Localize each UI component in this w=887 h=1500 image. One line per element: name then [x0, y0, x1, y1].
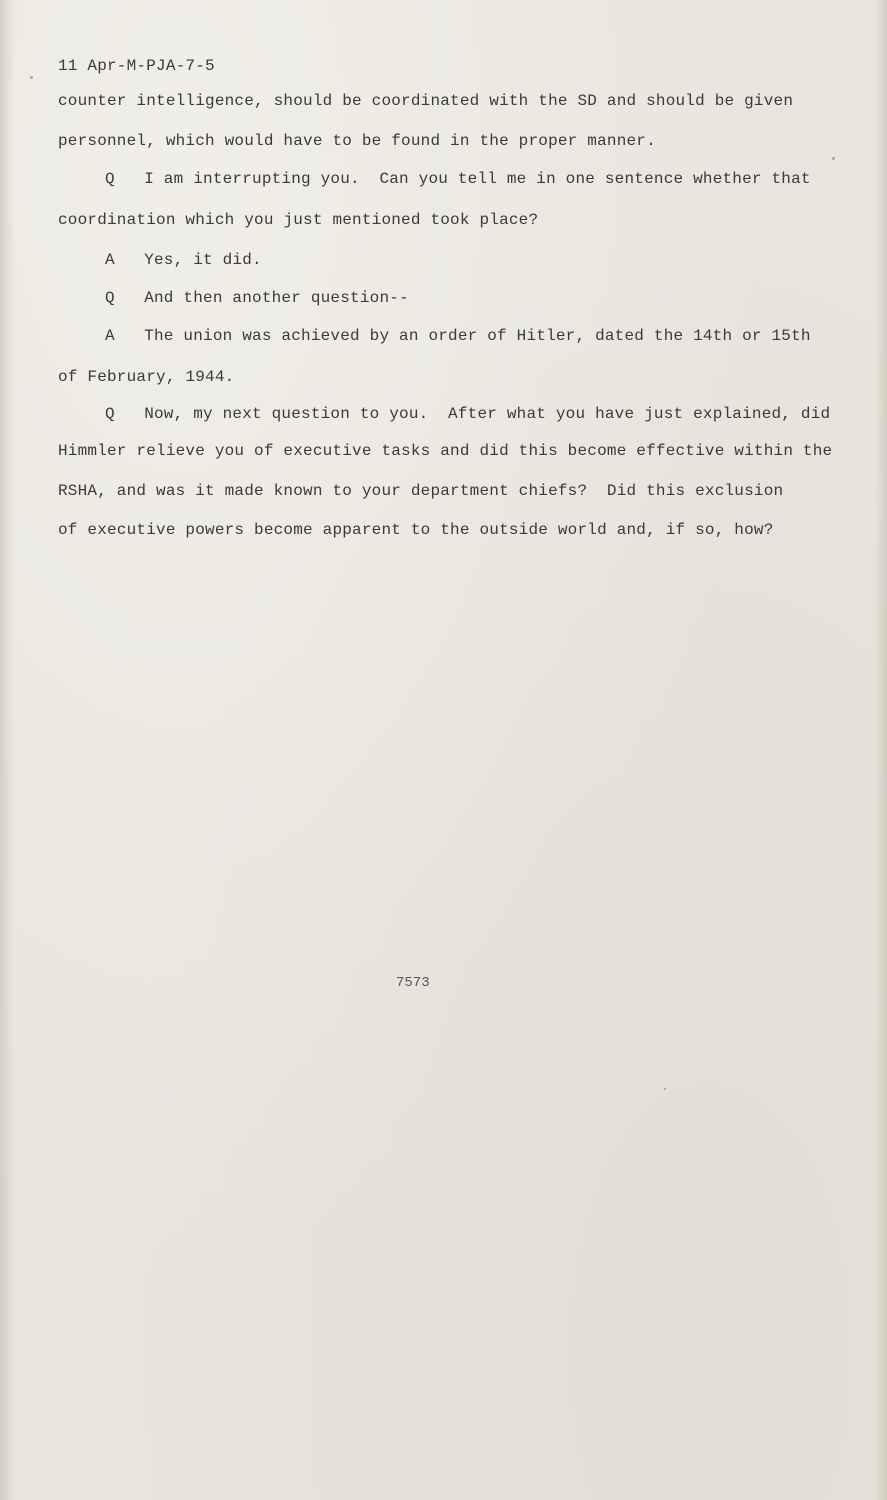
page-edge-right: [875, 0, 887, 1500]
text-line-9: Q Now, my next question to you. After what you have just explained, did: [105, 405, 831, 423]
paper-speck: [30, 76, 33, 79]
paper-speck: [664, 1088, 666, 1090]
page-number: 7573: [396, 975, 430, 991]
text-line-4: coordination which you just mentioned took place?: [58, 211, 539, 229]
text-line-10: Himmler relieve you of executive tasks and did this become effective within the: [58, 442, 833, 460]
document-header: 11 Apr-M-PJA-7-5: [58, 57, 215, 75]
text-line-8: of February, 1944.: [58, 368, 235, 386]
text-line-2: personnel, which would have to be found in the proper manner.: [58, 132, 656, 150]
text-line-12: of executive powers become apparent to the outside world and, if so, how?: [58, 521, 774, 539]
text-line-5: A Yes, it did.: [105, 251, 262, 269]
text-line-3: Q I am interrupting you. Can you tell me in one sentence whether that: [105, 170, 811, 188]
page-edge-left: [0, 0, 14, 1500]
text-line-7: A The union was achieved by an order of Hitler, dated the 14th or 15th: [105, 327, 811, 345]
text-line-11: RSHA, and was it made known to your department chiefs? Did this exclusion: [58, 482, 784, 500]
paper-speck: [832, 157, 835, 160]
text-line-1: counter intelligence, should be coordinated with the SD and should be given: [58, 92, 794, 110]
text-line-6: Q And then another question--: [105, 289, 409, 307]
